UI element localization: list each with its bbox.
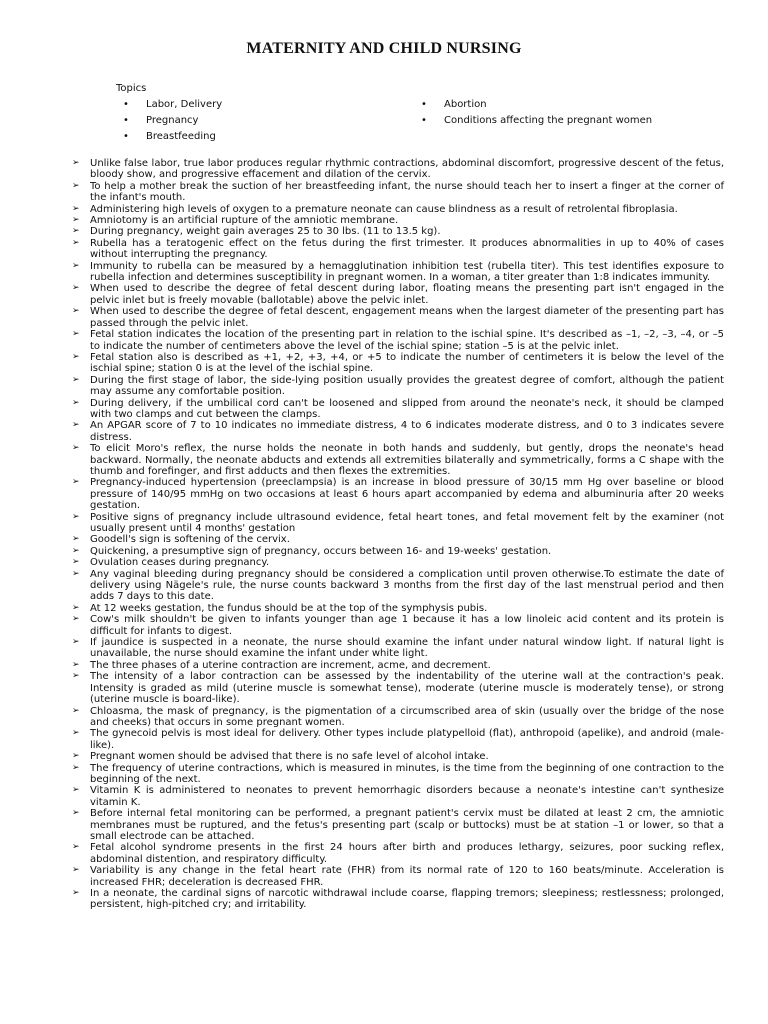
arrow-bullet-icon: ➢ xyxy=(72,283,80,294)
list-item xyxy=(72,842,724,865)
list-item-text: When used to describe the degree of fetal descent during labor, floating means the presenting part isn't engaged in the pelvic inlet but is freely movable (ballotable) above the pelvic inlet. xyxy=(90,283,724,306)
topic-item xyxy=(123,131,216,142)
arrow-bullet-icon: ➢ xyxy=(72,260,80,271)
list-item-text: Before internal fetal monitoring can be performed, a pregnant patient's cervix must be dilated at least 2 cm, the amniotic membranes must be ruptured, and the fetus's presenting part (scalp or buttocks) must be at station –1 or lower, so that a small electrode can be attached. xyxy=(90,808,724,842)
topic-label: Breastfeeding xyxy=(146,131,216,142)
list-item xyxy=(72,637,724,660)
list-item-text: Chloasma, the mask of pregnancy, is the pigmentation of a circumscribed area of skin (usually over the bridge of the nose and cheeks) that occurs in some pregnant women. xyxy=(90,705,724,728)
topic-label: Abortion xyxy=(444,99,487,110)
list-item-text: If jaundice is suspected in a neonate, the nurse should examine the infant under natural window light. If natural light is unavailable, the nurse should examine the infant under white light. xyxy=(90,637,724,660)
arrow-bullet-icon: ➢ xyxy=(72,762,80,773)
list-item xyxy=(72,865,724,888)
list-item xyxy=(72,808,724,842)
list-item-text: Pregnant women should be advised that there is no safe level of alcohol intake. xyxy=(90,751,489,763)
list-item-text: The intensity of a labor contraction can be assessed by the indentability of the uterine wall at the contraction's peak. Intensity is graded as mild (uterine muscle is somewhat tense), moderate (uterine muscle is moderately tense), or strong (uterine muscle is board-like). xyxy=(90,671,724,706)
arrow-bullet-icon: ➢ xyxy=(72,158,80,168)
bullet-icon: • xyxy=(421,115,427,126)
arrow-bullet-icon: ➢ xyxy=(72,329,80,340)
list-item xyxy=(72,181,724,204)
arrow-bullet-icon: ➢ xyxy=(72,614,80,625)
arrow-bullet-icon: ➢ xyxy=(72,808,80,819)
arrow-bullet-icon: ➢ xyxy=(72,351,80,362)
list-item-text: Amniotomy is an artificial rupture of the amniotic membrane. xyxy=(90,215,399,227)
list-item xyxy=(72,261,724,284)
bullet-icon: • xyxy=(421,99,427,110)
list-item xyxy=(72,512,724,535)
list-item xyxy=(72,888,724,911)
list-item xyxy=(72,158,724,181)
page-title: MATERNITY AND CHILD NURSING xyxy=(246,40,522,57)
list-item xyxy=(72,238,724,261)
topic-item xyxy=(123,99,223,110)
list-item xyxy=(72,603,724,614)
list-item-text: The three phases of a uterine contraction are increment, acme, and decrement. xyxy=(90,659,491,671)
list-item-text: During the first stage of labor, the side-lying position usually provides the greatest degree of comfort, although the patient may assume any comfortable position. xyxy=(90,374,724,398)
list-item-text: To help a mother break the suction of her breastfeeding infant, the nurse should teach her to insert a finger at the corner of the infant's mouth. xyxy=(90,180,724,204)
topics-label: Topics xyxy=(116,83,147,94)
arrow-bullet-icon: ➢ xyxy=(72,557,80,568)
list-item-text: Positive signs of pregnancy include ultrasound evidence, fetal heart tones, and fetal movement felt by the examiner (not usually present until 4 months' gestation xyxy=(90,511,724,534)
topic-item xyxy=(421,99,487,110)
list-item xyxy=(72,763,724,786)
list-item xyxy=(72,215,724,226)
list-item xyxy=(72,569,724,603)
list-item-text: When used to describe the degree of fetal descent, engagement means when the largest diameter of the presenting part has passed through the pelvic inlet. xyxy=(90,306,724,329)
arrow-bullet-icon: ➢ xyxy=(72,671,80,682)
arrow-bullet-icon: ➢ xyxy=(72,511,80,522)
list-item-text: During delivery, if the umbilical cord can't be loosened and slipped from around the neonate's neck, it should be clamped with two clamps and cut between the clamps. xyxy=(90,397,724,420)
arrow-bullet-icon: ➢ xyxy=(72,705,80,716)
list-item-text: Immunity to rubella can be measured by a hemagglutination inhibition test (rubella titer). This test identifies exposure to rubella infection and determines susceptibility in pregnant women. In a woman, a titer greater than 1:8 indicates immunity. xyxy=(90,260,724,284)
list-item-text: Pregnancy-induced hypertension (preeclampsia) is an increase in blood pressure of 30/15 mm Hg over baseline or blood pressure of 140/95 mmHg on two occasions at least 6 hours apart accompanied by edema and albuminuria after 20 weeks gestation. xyxy=(90,477,724,512)
arrow-bullet-icon: ➢ xyxy=(72,659,80,670)
list-item xyxy=(72,329,724,352)
list-item-text: Fetal station indicates the location of the presenting part in relation to the ischial spine. It's described as –1, –2, –3, –4, or –5 to indicate the number of centimeters above the level of the ischial spine; station –5 is at the pelvic inlet. xyxy=(90,329,724,352)
arrow-bullet-icon: ➢ xyxy=(72,226,80,237)
bullet-icon: • xyxy=(123,99,129,110)
arrow-bullet-icon: ➢ xyxy=(72,637,80,648)
list-item xyxy=(72,283,724,306)
arrow-bullet-icon: ➢ xyxy=(72,397,80,408)
list-item xyxy=(72,420,724,443)
list-item xyxy=(72,614,724,637)
list-item xyxy=(72,671,724,705)
list-item-text: In a neonate, the cardinal signs of narcotic withdrawal include coarse, flapping tremors; sleepiness; restlessness; prolonged, persistent, high-pitched cry; and irritability. xyxy=(90,888,724,911)
arrow-bullet-icon: ➢ xyxy=(72,237,80,248)
arrow-bullet-icon: ➢ xyxy=(72,785,80,796)
arrow-bullet-icon: ➢ xyxy=(72,534,80,545)
list-item-text: Fetal alcohol syndrome presents in the first 24 hours after birth and produces lethargy, seizures, poor sucking reflex, abdominal distention, and respiratory difficulty. xyxy=(90,842,724,865)
arrow-bullet-icon: ➢ xyxy=(72,443,80,454)
list-item-text: Administering high levels of oxygen to a premature neonate can cause blindness as a result of retrolental fibroplasia. xyxy=(90,203,678,215)
bullet-icon: • xyxy=(123,115,129,126)
list-item-text: At 12 weeks gestation, the fundus should be at the top of the symphysis pubis. xyxy=(90,602,488,614)
arrow-bullet-icon: ➢ xyxy=(72,751,80,762)
arrow-bullet-icon: ➢ xyxy=(72,420,80,431)
arrow-bullet-icon: ➢ xyxy=(72,842,80,853)
arrow-bullet-icon: ➢ xyxy=(72,215,80,226)
list-item-text: An APGAR score of 7 to 10 indicates no immediate distress, 4 to 6 indicates moderate distress, and 0 to 3 indicates severe distress. xyxy=(90,420,724,443)
arrow-bullet-icon: ➢ xyxy=(72,865,80,876)
list-item xyxy=(72,534,724,545)
list-item xyxy=(72,204,724,215)
list-item xyxy=(72,557,724,568)
list-item xyxy=(72,751,724,762)
topic-item xyxy=(421,115,653,126)
arrow-bullet-icon: ➢ xyxy=(72,568,80,579)
arrow-bullet-icon: ➢ xyxy=(72,374,80,385)
arrow-bullet-icon: ➢ xyxy=(72,477,80,488)
list-item xyxy=(72,443,724,477)
topic-label: Pregnancy xyxy=(146,115,199,126)
list-item-text: During pregnancy, weight gain averages 25 to 30 lbs. (11 to 13.5 kg). xyxy=(90,226,441,238)
arrow-bullet-icon: ➢ xyxy=(72,545,80,556)
list-item xyxy=(72,306,724,329)
list-item-text: Vitamin K is administered to neonates to prevent hemorrhagic disorders because a neonate's intestine can't synthesize vitamin K. xyxy=(90,785,724,808)
arrow-bullet-icon: ➢ xyxy=(72,180,80,191)
list-item-text: Quickening, a presumptive sign of pregnancy, occurs between 16- and 19-weeks' gestation. xyxy=(90,545,552,557)
list-item-text: Fetal station also is described as +1, +2, +3, +4, or +5 to indicate the number of centimeters it is below the level of the ischial spine; station 0 is at the level of the ischial spine. xyxy=(90,351,724,375)
list-item xyxy=(72,546,724,557)
list-item-text: Goodell's sign is softening of the cervix. xyxy=(90,534,290,546)
list-item xyxy=(72,398,724,421)
list-item xyxy=(72,660,724,671)
list-item-text: The frequency of uterine contractions, which is measured in minutes, is the time from the beginning of one contraction to the beginning of the next. xyxy=(90,762,724,785)
bullet-icon: • xyxy=(123,131,129,142)
list-item-text: Rubella has a teratogenic effect on the fetus during the first trimester. It produces abnormalities in up to 40% of cases without interrupting the pregnancy. xyxy=(90,237,724,261)
list-item xyxy=(72,706,724,729)
topic-item xyxy=(123,115,199,126)
list-item xyxy=(72,226,724,237)
arrow-bullet-icon: ➢ xyxy=(72,728,80,739)
list-item-text: To elicit Moro's reflex, the nurse holds the neonate in both hands and suddenly, but gently, drops the neonate's head backward. Normally, the neonate abducts and extends all extremities bilaterally and symmetrically, forms a C shape with the thumb and forefinger, and first adducts and then flexes the extremities. xyxy=(90,443,724,477)
list-item-text: Any vaginal bleeding during pregnancy should be considered a complication until proven otherwise.To estimate the date of delivery using Nägele's rule, the nurse counts backward 3 months from the first day of the last menstrual period and then adds 7 days to this date. xyxy=(90,568,724,603)
arrow-bullet-icon: ➢ xyxy=(72,888,80,898)
list-item xyxy=(72,375,724,398)
topic-label: Conditions affecting the pregnant women xyxy=(444,115,653,126)
list-item-text: The gynecoid pelvis is most ideal for delivery. Other types include platypelloid (flat), anthropoid (apelike), and android (male-like). xyxy=(90,728,724,751)
arrow-bullet-icon: ➢ xyxy=(72,203,80,214)
list-item-text: Variability is any change in the fetal heart rate (FHR) from its normal rate of 120 to 160 beats/minute. Acceleration is increased FHR; deceleration is decreased FHR. xyxy=(90,865,724,888)
arrow-bullet-icon: ➢ xyxy=(72,602,80,613)
list-item xyxy=(72,477,724,511)
list-item xyxy=(72,785,724,808)
arrow-bullet-icon: ➢ xyxy=(72,306,80,317)
fact-list xyxy=(72,158,724,911)
list-item-text: Unlike false labor, true labor produces regular rhythmic contractions, abdominal discomfort, progressive descent of the fetus, bloody show, and progressive effacement and dilation of the cervix. xyxy=(90,158,724,181)
list-item-text: Ovulation ceases during pregnancy. xyxy=(90,557,270,569)
list-item xyxy=(72,352,724,375)
topic-label: Labor, Delivery xyxy=(146,99,223,110)
list-item-text: Cow's milk shouldn't be given to infants younger than age 1 because it has a low linoleic acid content and its protein is difficult for infants to digest. xyxy=(90,614,724,637)
list-item xyxy=(72,728,724,751)
